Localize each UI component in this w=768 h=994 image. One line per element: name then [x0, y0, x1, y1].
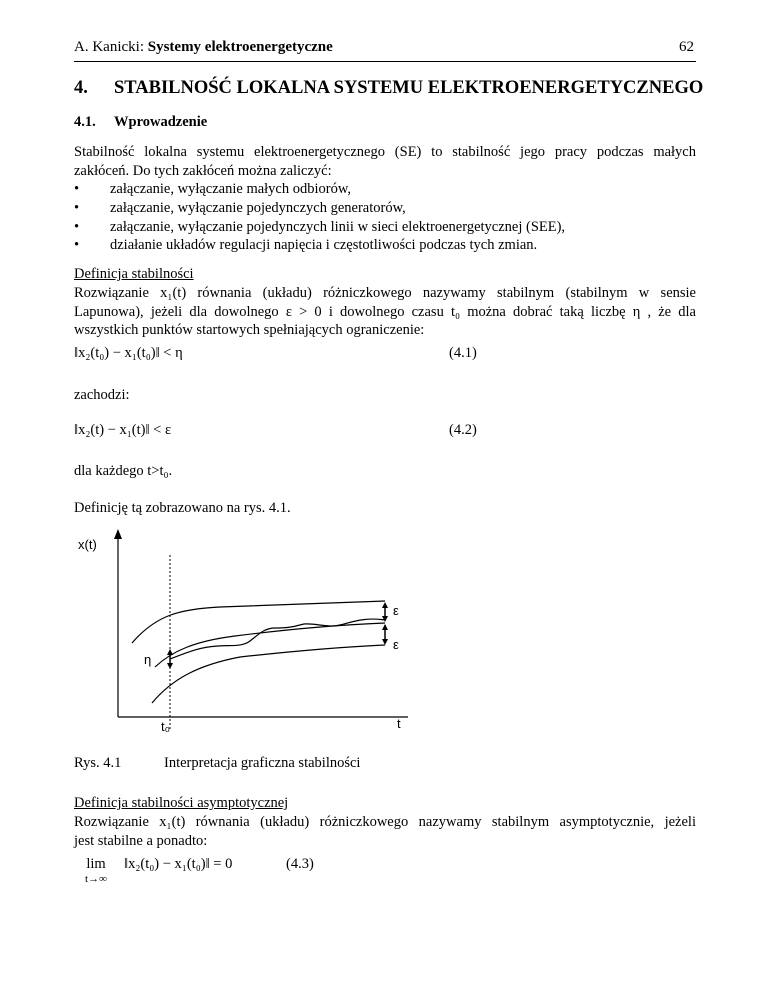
subsection-number: 4.1. — [74, 114, 96, 130]
intro-line-2: zakłóceń. Do tych zakłóceń można zaliczyć: — [74, 162, 332, 179]
stability-figure — [60, 525, 460, 745]
equation-4-2: ‖x₂(t) − x₁(t)‖ < ε — [74, 422, 172, 438]
definition-asymptotic — [74, 794, 696, 850]
subsection-title: Wprowadzenie — [114, 114, 208, 130]
equation-4-1: ‖x₂(t₀) − x₁(t₀)‖ < η — [74, 345, 183, 361]
page-number: 62 — [679, 39, 694, 55]
limit-text: lim — [86, 856, 106, 872]
epsilon-upper-label: ε — [393, 603, 399, 618]
y-axis-arrow-icon — [114, 529, 122, 539]
intro-line-1: Stabilność lokalna systemu elektroenergetycznego (SE) to stabilność jego pracy podczas małych — [74, 144, 696, 160]
caption-text: Interpretacja graficzna stabilności — [164, 755, 361, 771]
t0-label: t₀ — [161, 719, 171, 734]
bullet-icon: • — [74, 181, 80, 197]
definition-title: Definicja stabilności — [74, 266, 194, 282]
eta-arrow-head-icon — [167, 663, 173, 669]
epsilon-lower-label: ε — [393, 637, 399, 652]
section-number: 4. — [74, 78, 88, 98]
intro-paragraph — [74, 143, 696, 181]
epsilon-arrow-head-icon — [382, 602, 388, 608]
y-axis-label: x(t) — [78, 537, 97, 552]
caption-label: Rys. 4.1 — [74, 755, 122, 771]
section-title: STABILNOŚĆ LOKALNA SYSTEMU ELEKTROENERGETYCZNEGO — [114, 78, 704, 98]
definition-title: Definicja stabilności asymptotycznej — [74, 795, 289, 811]
epsilon-arrow-head-icon — [382, 624, 388, 630]
x-axis-label: t — [397, 716, 401, 731]
header-title: Systemy elektroenergetyczne — [147, 39, 333, 55]
epsilon-arrow-head-icon — [382, 616, 388, 622]
eta-label: η — [144, 652, 152, 667]
list-item: • załączanie, wyłączanie pojedynczych linii w sieci elektroenergetycznej (SEE), — [74, 219, 566, 235]
subsection-heading — [74, 114, 207, 131]
definition-line-1: Rozwiązanie x₁(t) równania (układu) różniczkowego nazywamy stabilnym (stabilnym w sensie — [74, 284, 696, 301]
solution-x1-curve — [155, 623, 385, 667]
header-rule — [74, 61, 696, 62]
equation-number: (4.2) — [449, 422, 477, 438]
figure-reference: Definicję tą zobrazowano na rys. 4.1. — [74, 500, 291, 516]
header-author: A. Kanicki: — [74, 39, 148, 55]
limit-subscript: t→∞ — [85, 873, 107, 885]
section-heading — [74, 78, 703, 99]
bullet-icon: • — [74, 200, 80, 216]
figure-caption — [74, 755, 360, 772]
eta-arrow-head-icon — [167, 649, 173, 655]
zachodzi-text: zachodzi: — [74, 387, 130, 403]
equation-number: (4.3) — [286, 856, 314, 872]
bullet-icon: • — [74, 237, 80, 253]
for-each-text: dla każdego t>t₀. — [74, 463, 173, 479]
running-header — [74, 39, 694, 56]
equation-4-3: ‖x₂(t₀) − x₁(t₀)‖ = 0 — [124, 856, 233, 872]
limit-operator — [74, 856, 118, 885]
bullet-icon: • — [74, 219, 80, 235]
epsilon-arrow-head-icon — [382, 639, 388, 645]
list-item: • załączanie, wyłączanie pojedynczych generatorów, — [74, 200, 406, 216]
list-item: • załączanie, wyłączanie małych odbiorów, — [74, 181, 352, 197]
header-left — [74, 39, 333, 56]
definition-stability — [74, 265, 696, 340]
list-item: • działanie układów regulacji napięcia i częstotliwości podczas tych zmian. — [74, 237, 538, 253]
definition-line-2: jest stabilne a ponadto: — [74, 832, 208, 849]
equation-number: (4.1) — [449, 345, 477, 361]
lower-bound-curve — [152, 645, 385, 703]
definition-line-2: Lapunowa), jeżeli dla dowolnego ε > 0 i dowolnego czasu t₀ można dobrać taką liczbę η , że dla — [74, 303, 696, 320]
definition-line-3: wszystkich punktów startowych spełniających ograniczenie: — [74, 322, 425, 339]
definition-line-1: Rozwiązanie x₁(t) równania (układu) różniczkowego nazywamy stabilnym asymptotycznie, jeżeli — [74, 813, 696, 830]
